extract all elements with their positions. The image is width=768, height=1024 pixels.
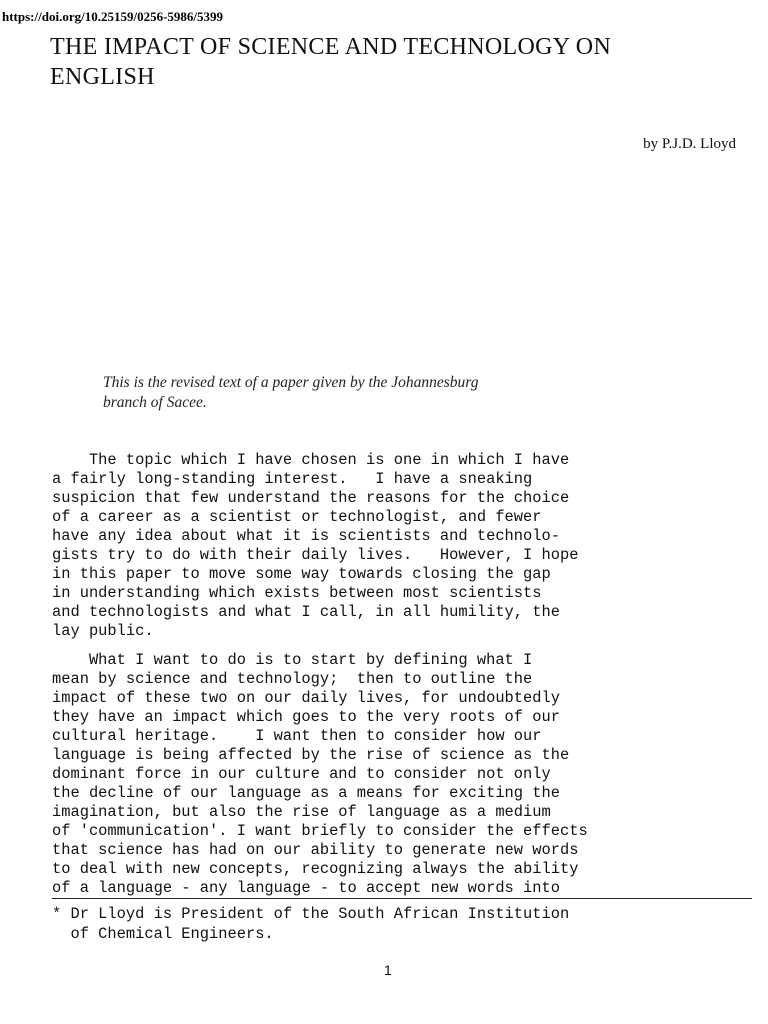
article-body [52,451,752,898]
title-line: ENGLISH [50,64,155,90]
footnote [52,904,752,944]
editorial-note [103,373,743,413]
footnote-divider [52,898,752,899]
text-line: cultural heritage. I want then to consider how our [52,727,542,745]
text-line: a fairly long-standing interest. I have a sneaking [52,470,533,488]
text-line: of a language - any language - to accept new words into [52,879,560,897]
text-line: language is being affected by the rise of science as the [52,746,570,764]
page-number: 1 [384,962,392,978]
text-line: lay public. [52,622,154,640]
text-line: suspicion that few understand the reasons for the choice [52,489,570,507]
text-line: of 'communication'. I want briefly to consider the effects [52,822,588,840]
author-byline: by P.J.D. Lloyd [643,136,736,152]
text-line: of a career as a scientist or technologist, and fewer [52,508,542,526]
text-line: have any idea about what it is scientists and technolo- [52,527,560,545]
text-line: impact of these two on our daily lives, for undoubtedly [52,689,560,707]
text-line: gists try to do with their daily lives. However, I hope [52,546,579,564]
text-line: dominant force in our culture and to consider not only [52,765,551,783]
text-line: the decline of our language as a means for exciting the [52,784,560,802]
article-title [50,32,750,92]
title-line: THE IMPACT OF SCIENCE AND TECHNOLOGY ON [50,34,612,60]
text-line: to deal with new concepts, recognizing always the ability [52,860,579,878]
text-line: in this paper to move some way towards closing the gap [52,565,551,583]
text-line: imagination, but also the rise of language as a medium [52,803,551,821]
text-line: The topic which I have chosen is one in which I have [52,451,570,469]
text-line: in understanding which exists between most scientists [52,584,542,602]
note-line: branch of Sacee. [103,394,207,411]
text-line: What I want to do is to start by defining what I [52,651,533,669]
paragraph-1 [52,451,752,641]
text-line: mean by science and technology; then to outline the [52,670,533,688]
footnote-line: * Dr Lloyd is President of the South African Institution [52,905,570,923]
text-line: they have an impact which goes to the very roots of our [52,708,560,726]
paragraph-2 [52,651,752,898]
doi-link[interactable]: https://doi.org/10.25159/0256-5986/5399 [2,9,224,24]
text-line: and technologists and what I call, in all humility, the [52,603,560,621]
footnote-line: of Chemical Engineers. [52,925,274,943]
text-line: that science has had on our ability to generate new words [52,841,579,859]
note-line: This is the revised text of a paper given by the Johannesburg [103,374,479,391]
